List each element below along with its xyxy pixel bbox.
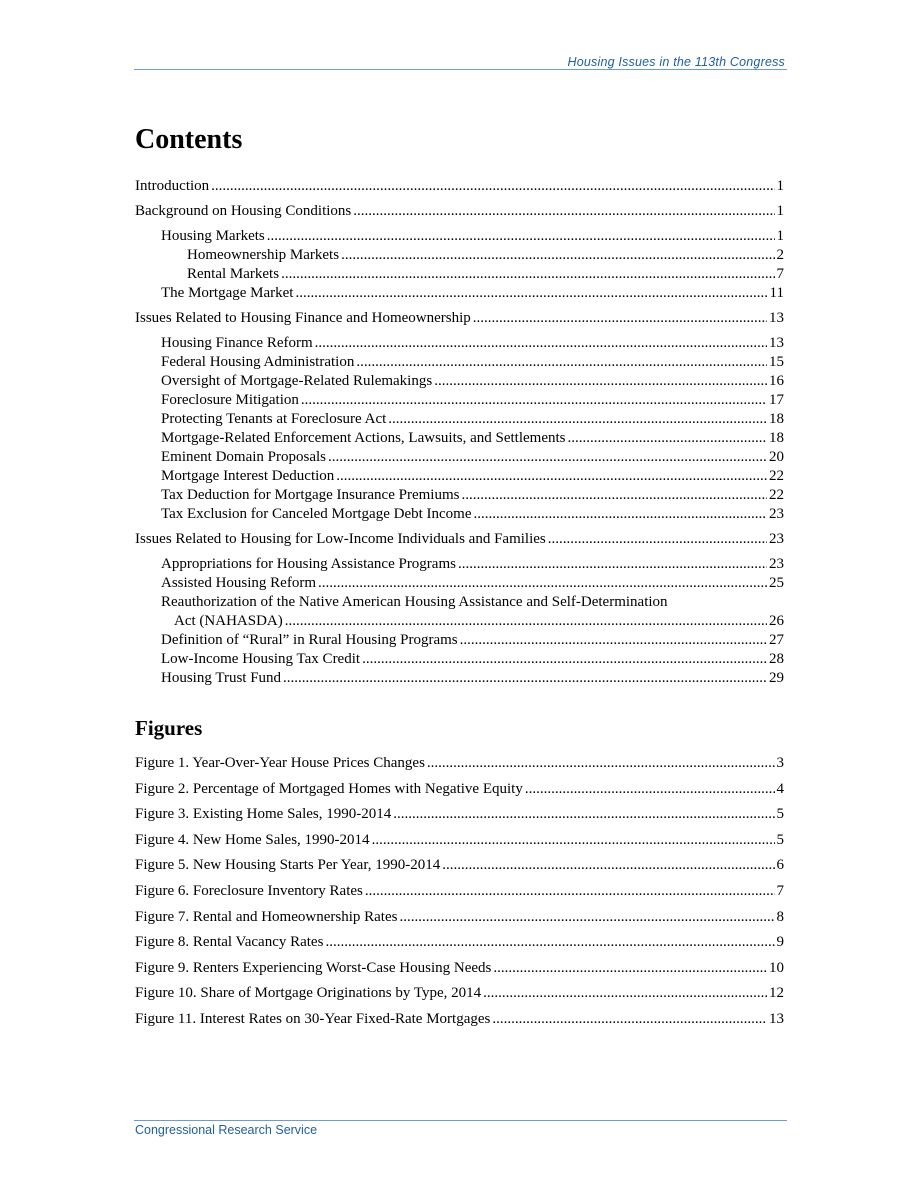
toc-entry-label: Tax Exclusion for Canceled Mortgage Debt Income xyxy=(161,506,472,522)
figure-entry-label: Figure 3. Existing Home Sales, 1990-2014 xyxy=(135,806,392,823)
figure-entry-page: 13 xyxy=(769,1010,784,1027)
dot-leader xyxy=(328,448,767,467)
toc-entry-label: Housing Trust Fund xyxy=(161,670,282,686)
toc-entry-label: Assisted Housing Reform xyxy=(161,575,316,591)
toc-entry-label: Issues Related to Housing for Low-Income Individuals and Families xyxy=(135,531,546,547)
dot-leader xyxy=(434,372,767,391)
toc-entry-page: 1 xyxy=(776,228,784,244)
toc-entry-label: Rental Markets xyxy=(187,266,280,282)
dot-leader xyxy=(474,505,767,524)
toc-entry[interactable] xyxy=(135,246,784,265)
figure-entry-page: 12 xyxy=(769,985,784,1002)
toc-entry[interactable] xyxy=(135,669,784,688)
figure-entry[interactable] xyxy=(135,831,784,850)
header-rule xyxy=(134,69,787,70)
dot-leader xyxy=(315,334,767,353)
toc-entry-multiline[interactable] xyxy=(135,593,784,631)
figure-entry[interactable] xyxy=(135,754,784,773)
dot-leader xyxy=(353,202,774,221)
figures-heading: Figures xyxy=(135,716,203,740)
toc-entry[interactable] xyxy=(135,353,784,372)
toc-entry-page: 2 xyxy=(776,247,784,263)
dot-leader xyxy=(295,284,767,303)
figure-entry-label: Figure 2. Percentage of Mortgaged Homes with Negative Equity xyxy=(135,780,523,797)
toc-entry-page: 7 xyxy=(776,266,784,282)
toc-entry-label: Oversight of Mortgage-Related Rulemakings xyxy=(161,373,433,389)
running-header: Housing Issues in the 113th Congress xyxy=(567,55,785,69)
figure-entry-page: 6 xyxy=(776,857,784,874)
dot-leader xyxy=(318,574,767,593)
toc-entry-label: Appropriations for Housing Assistance Programs xyxy=(161,556,456,572)
footer-organization: Congressional Research Service xyxy=(135,1123,318,1137)
toc-entry-label: Low-Income Housing Tax Credit xyxy=(161,651,361,667)
toc-entry[interactable] xyxy=(135,505,784,524)
dot-leader xyxy=(356,353,767,372)
figure-entry[interactable] xyxy=(135,882,784,901)
toc-entry-page: 28 xyxy=(769,651,784,667)
toc-entry-label: Mortgage-Related Enforcement Actions, Lawsuits, and Settlements xyxy=(161,430,566,446)
dot-leader xyxy=(483,984,767,1003)
toc-entry-page: 23 xyxy=(769,506,784,522)
toc-entry[interactable] xyxy=(135,410,784,429)
dot-leader xyxy=(461,486,767,505)
dot-leader xyxy=(336,467,767,486)
toc-entry-label: Housing Markets xyxy=(161,228,265,244)
toc-entry-page: 20 xyxy=(769,449,784,465)
dot-leader xyxy=(301,391,767,410)
toc-entry-page: 27 xyxy=(769,632,784,648)
toc-entry[interactable] xyxy=(135,284,784,303)
toc-entry-page: 18 xyxy=(769,430,784,446)
figure-entry-label: Figure 4. New Home Sales, 1990-2014 xyxy=(135,831,370,848)
toc-entry-label: Mortgage Interest Deduction xyxy=(161,468,335,484)
toc-entry-page: 25 xyxy=(769,575,784,591)
dot-leader xyxy=(211,177,774,196)
toc-entry[interactable] xyxy=(135,177,784,196)
toc-entry-label: Housing Finance Reform xyxy=(161,335,313,351)
figure-entry-page: 5 xyxy=(776,806,784,823)
dot-leader xyxy=(341,246,774,265)
dot-leader xyxy=(365,882,775,901)
toc-entry[interactable] xyxy=(135,530,784,549)
toc-entry[interactable] xyxy=(135,391,784,410)
toc-entry-page: 13 xyxy=(769,335,784,351)
toc-entry[interactable] xyxy=(135,448,784,467)
toc-entry[interactable] xyxy=(135,631,784,650)
toc-entry[interactable] xyxy=(135,574,784,593)
toc-entry-label-line1: Reauthorization of the Native American Housing Assistance and Self-Determination xyxy=(161,594,668,610)
toc-entry-label: Tax Deduction for Mortgage Insurance Premiums xyxy=(161,487,460,503)
figure-entry-label: Figure 9. Renters Experiencing Worst-Case Housing Needs xyxy=(135,959,492,976)
dot-leader xyxy=(388,410,767,429)
toc-entry[interactable] xyxy=(135,334,784,353)
dot-leader xyxy=(493,959,767,978)
toc-entry[interactable] xyxy=(135,372,784,391)
dot-leader xyxy=(267,227,775,246)
figure-entry-label: Figure 1. Year-Over-Year House Prices Changes xyxy=(135,755,425,771)
dot-leader xyxy=(460,631,767,650)
dot-leader xyxy=(442,856,774,875)
toc-entry-label-line2: Act (NAHASDA) xyxy=(174,613,283,629)
figure-entry-page: 10 xyxy=(769,959,784,976)
figure-entry-label: Figure 7. Rental and Homeownership Rates xyxy=(135,908,398,925)
toc-entry-page: 23 xyxy=(769,556,784,572)
figure-entry-label: Figure 6. Foreclosure Inventory Rates xyxy=(135,882,363,899)
toc-entry-label: Background on Housing Conditions xyxy=(135,203,352,219)
figure-entry-label: Figure 10. Share of Mortgage Originations by Type, 2014 xyxy=(135,985,482,1002)
dot-leader xyxy=(473,309,767,328)
figure-entry[interactable] xyxy=(135,908,784,927)
figure-entry[interactable] xyxy=(135,933,784,952)
toc-entry[interactable] xyxy=(135,555,784,574)
toc-entry-page: 1 xyxy=(776,178,784,194)
toc-entry-page: 13 xyxy=(769,310,784,326)
toc-entry-page: 23 xyxy=(769,531,784,547)
figure-entry[interactable] xyxy=(135,805,784,824)
toc-entry[interactable] xyxy=(135,202,784,221)
toc-entry-label: Federal Housing Administration xyxy=(161,354,355,370)
figure-entry-page: 8 xyxy=(776,908,784,925)
toc-entry-page: 16 xyxy=(769,373,784,389)
figure-entry-page: 7 xyxy=(776,882,784,899)
toc-entry-label: Homeownership Markets xyxy=(187,247,340,263)
dot-leader xyxy=(458,555,767,574)
toc-entry-page: 1 xyxy=(776,203,784,219)
toc-entry[interactable] xyxy=(135,486,784,505)
figure-entry[interactable] xyxy=(135,959,784,978)
toc-entry[interactable] xyxy=(135,429,784,448)
dot-leader xyxy=(283,669,767,688)
toc-entry-page: 18 xyxy=(769,411,784,427)
dot-leader xyxy=(281,265,774,284)
figure-entry[interactable] xyxy=(135,780,784,799)
dot-leader xyxy=(548,530,767,549)
toc-entry-page: 11 xyxy=(769,285,784,301)
toc-entry-label: Protecting Tenants at Foreclosure Act xyxy=(161,411,387,427)
toc-entry-label: Foreclosure Mitigation xyxy=(161,392,299,408)
dot-leader xyxy=(285,612,767,631)
figure-entry-page: 4 xyxy=(776,780,784,797)
dot-leader xyxy=(372,831,775,850)
dot-leader xyxy=(325,933,774,952)
dot-leader xyxy=(427,754,775,773)
dot-leader xyxy=(393,805,774,824)
dot-leader xyxy=(567,429,767,448)
figures-list xyxy=(135,754,784,1036)
dot-leader xyxy=(399,908,774,927)
dot-leader xyxy=(525,780,775,799)
dot-leader xyxy=(362,650,767,669)
toc-entry[interactable] xyxy=(135,467,784,486)
toc-entry-page: 15 xyxy=(769,354,784,370)
figure-entry-page: 3 xyxy=(776,755,784,771)
toc-entry-page: 26 xyxy=(769,613,784,629)
figure-entry-page: 5 xyxy=(776,831,784,848)
toc-entry-page: 17 xyxy=(769,392,784,408)
toc-entry[interactable] xyxy=(135,265,784,284)
toc-entry-label: Definition of “Rural” in Rural Housing Programs xyxy=(161,632,458,648)
toc-entry[interactable] xyxy=(135,227,784,246)
toc-entry-page: 22 xyxy=(769,468,784,484)
figure-entry-label: Figure 8. Rental Vacancy Rates xyxy=(135,934,324,951)
toc-entry-label: Introduction xyxy=(135,178,210,194)
toc-entry-label: Eminent Domain Proposals xyxy=(161,449,326,465)
figure-entry-label: Figure 11. Interest Rates on 30-Year Fixed-Rate Mortgages xyxy=(135,1010,491,1027)
figure-entry[interactable] xyxy=(135,1010,784,1029)
toc-entry[interactable] xyxy=(135,309,784,328)
toc-entry xyxy=(135,612,784,631)
toc-entry[interactable] xyxy=(135,650,784,669)
toc-entry-page: 22 xyxy=(769,487,784,503)
footer-rule xyxy=(134,1120,787,1121)
toc-entry-page: 29 xyxy=(769,670,784,686)
contents-heading: Contents xyxy=(135,124,243,155)
figure-entry-page: 9 xyxy=(776,934,784,951)
toc-entry-label: Issues Related to Housing Finance and Homeownership xyxy=(135,310,471,326)
dot-leader xyxy=(492,1010,767,1029)
toc-entry-label: The Mortgage Market xyxy=(161,285,294,301)
figure-entry-label: Figure 5. New Housing Starts Per Year, 1990-2014 xyxy=(135,857,441,874)
figure-entry[interactable] xyxy=(135,856,784,875)
contents-list xyxy=(135,177,784,688)
figure-entry[interactable] xyxy=(135,984,784,1003)
